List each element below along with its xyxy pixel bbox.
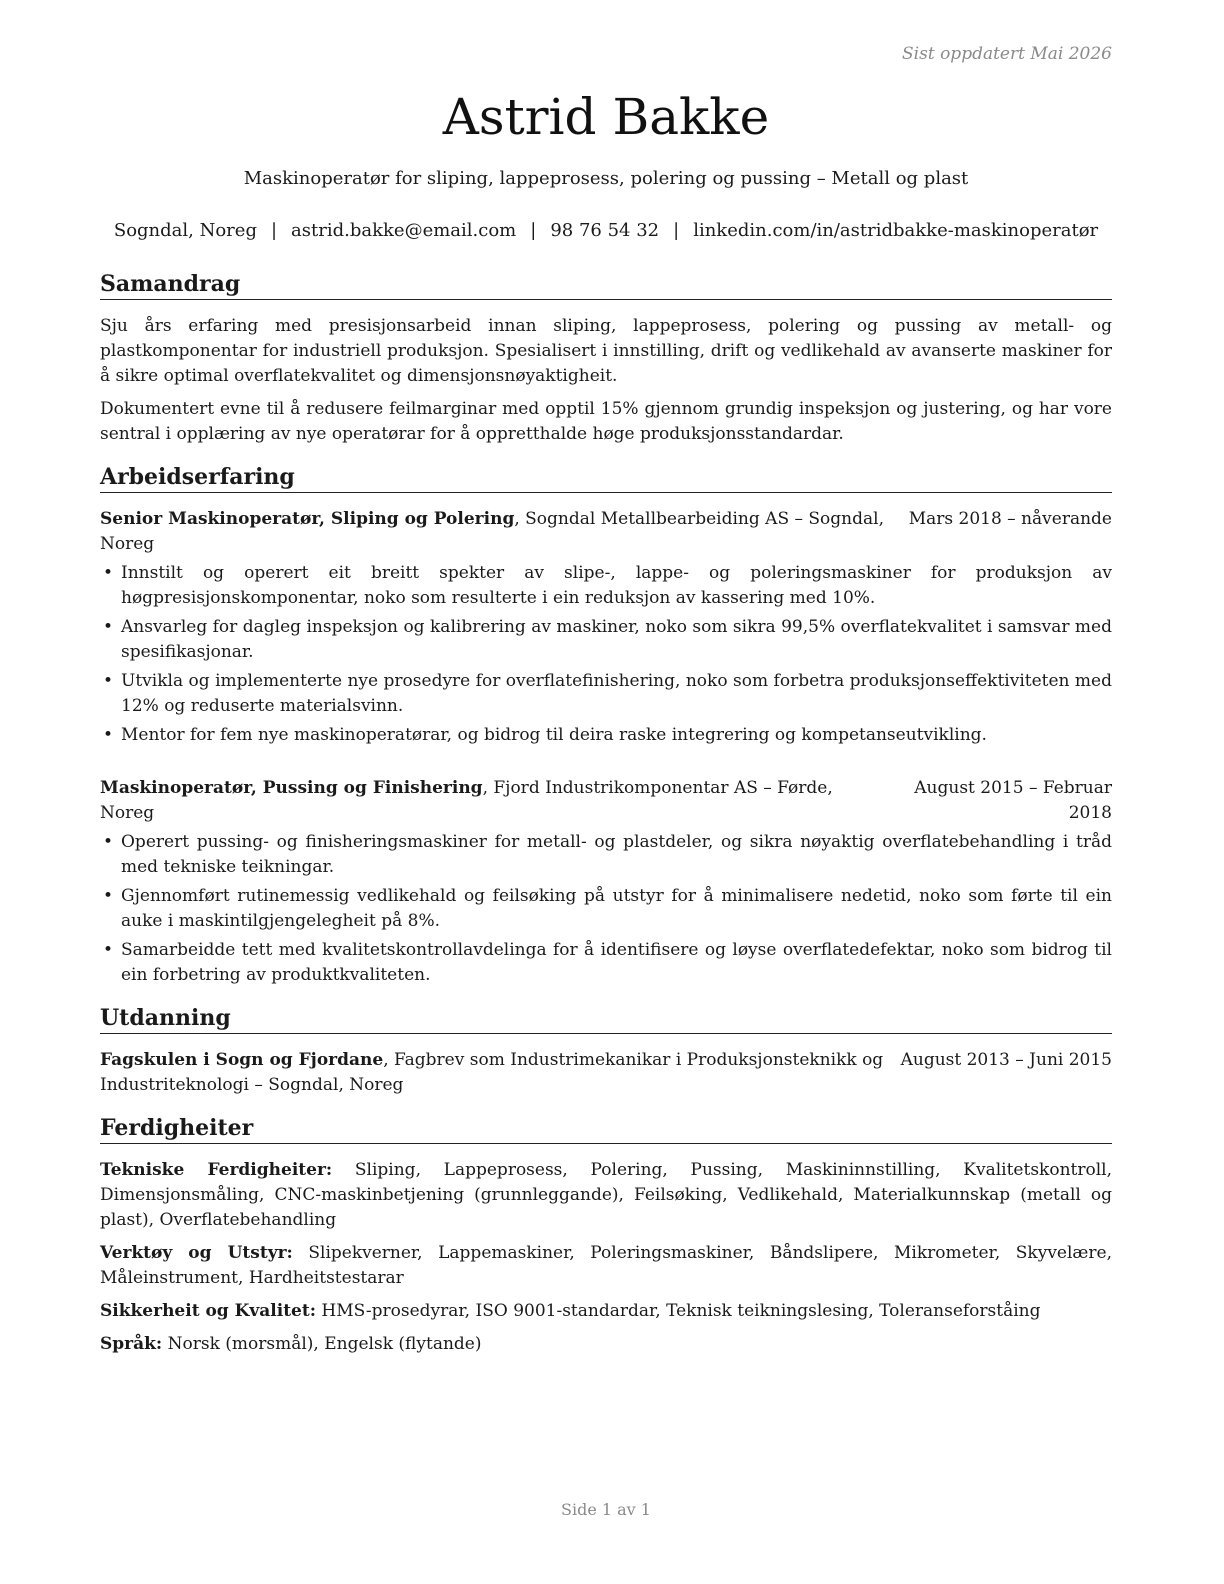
contact-separator: | — [270, 220, 278, 241]
section-heading-summary: Samandrag — [100, 270, 1112, 300]
skill-value: Sliping, Lappeprosess, Polering, Pussing, Maskininnstilling, Kvalitetskontroll, Dimensjonsmåling, CNC-maskinbetjening (grunnleggande), Feilsøking, Vedlikehald, Materialkunnskap (metall og plast), Overflatebehandling — [100, 1160, 1112, 1230]
candidate-name: Astrid Bakke — [442, 88, 770, 146]
contact-line — [80, 220, 1132, 241]
job-header — [100, 507, 1112, 557]
job-bullet: • Ansvarleg for dagleg inspeksjon og kalibrering av maskiner, noko som sikra 99,5% overflatekvalitet i samsvar med spesifikasjonar. — [100, 615, 1112, 665]
job-bullets — [100, 561, 1112, 748]
last-updated: Sist oppdatert Mai 2026 — [902, 44, 1112, 64]
section-heading-education: Utdanning — [100, 1004, 1112, 1034]
education-school: Fagskulen i Sogn og Fjordane — [100, 1050, 384, 1070]
tagline: Maskinoperatør for sliping, lappeprosess, polering og pussing – Metall og plast — [243, 168, 969, 189]
summary-paragraph: Sju års erfaring med presisjonsarbeid innan sliping, lappeprosess, polering og pussing av metall- og plastkomponentar for industriell produksjon. Spesialisert i innstilling, drift og vedlikehald av avanserte maskiner for å sikre optimal overflatekvalitet og dimensjonsnøyaktigheit. — [100, 316, 1112, 386]
contact-location: Sogndal, Noreg — [113, 220, 257, 241]
job-bullet: • Samarbeidde tett med kvalitetskontrollavdelinga for å identifisere og løyse overflatedefektar, noko som bidrog til ein forbetring av produktkvaliteten. — [100, 938, 1112, 988]
skill-row — [100, 1158, 1112, 1233]
skill-label: Tekniske Ferdigheiter: — [100, 1160, 333, 1180]
resume-page — [100, 0, 1112, 1584]
job-title: Maskinoperatør, Pussing og Finishering — [100, 778, 483, 798]
contact-email[interactable]: astrid.bakke@email.com — [291, 220, 517, 241]
job-employer: , Sogndal Metallbearbeiding AS – Sogndal, Noreg — [100, 509, 884, 554]
skill-label: Språk: — [100, 1334, 163, 1354]
skill-value: Norsk (morsmål), Engelsk (flytande) — [162, 1334, 482, 1354]
page-number: Side 1 av 1 — [561, 1500, 651, 1519]
skill-row — [100, 1241, 1112, 1291]
contact-linkedin[interactable]: linkedin.com/in/astridbakke-maskinoperatør — [693, 220, 1099, 241]
contact-phone: 98 76 54 32 — [550, 220, 660, 241]
job-dates: Mars 2018 – nåverande — [908, 509, 1112, 529]
skill-label: Sikkerheit og Kvalitet: — [100, 1301, 316, 1321]
job-bullet: • Innstilt og operert eit breitt spekter av slipe-, lappe- og poleringsmaskiner for produksjon av høgpresisjonskomponentar, noko som resulterte i ein reduksjon av kassering med 10%. — [100, 561, 1112, 611]
summary-paragraph: Dokumentert evne til å redusere feilmarginar med opptil 15% gjennom grundig inspeksjon og justering, og har vore sentral i opplæring av nye operatørar for å oppretthalde høge produksjonsstandardar. — [100, 399, 1112, 444]
job-header — [100, 776, 1112, 826]
job-bullet: • Mentor for fem nye maskinoperatørar, og bidrog til deira raske integrering og kompetanseutvikling. — [100, 723, 1112, 748]
skill-value: Slipekverner, Lappemaskiner, Poleringsmaskiner, Båndslipere, Mikrometer, Skyvelære, Måleinstrument, Hardheitstestarar — [100, 1243, 1112, 1288]
resume-content — [100, 270, 1112, 1357]
job-dates: August 2015 – Februar 2018 — [914, 778, 1112, 823]
job-bullet: • Utvikla og implementerte nye prosedyre for overflatefinishering, noko som forbetra produksjonseffektiviteten med 12% og reduserte materialsvinn. — [100, 669, 1112, 719]
education-degree: , Fagbrev som Industrimekanikar i Produksjonsteknikk og Industriteknologi – Sogndal, Noreg — [100, 1050, 884, 1095]
section-heading-experience: Arbeidserfaring — [100, 463, 1112, 493]
job-bullet: • Operert pussing- og finisheringsmaskiner for metall- og plastdeler, og sikra nøyaktig overflatebehandling i tråd med tekniske teikningar. — [100, 830, 1112, 880]
job-employer: , Fjord Industrikomponentar AS – Førde, Noreg — [100, 778, 833, 823]
skill-label: Verktøy og Utstyr: — [100, 1243, 293, 1263]
skill-row — [100, 1299, 1112, 1324]
contact-separator: | — [673, 220, 680, 241]
education-entry — [100, 1048, 1112, 1098]
job-bullets — [100, 830, 1112, 988]
job-title: Senior Maskinoperatør, Sliping og Polering — [100, 509, 515, 529]
skill-value: HMS-prosedyrar, ISO 9001-standardar, Teknisk teikningslesing, Toleranseforståing — [316, 1301, 1041, 1321]
skill-row — [100, 1332, 1112, 1357]
section-heading-skills: Ferdigheiter — [100, 1114, 1112, 1144]
contact-separator: | — [530, 220, 537, 241]
job-bullet: • Gjennomført rutinemessig vedlikehald og feilsøking på utstyr for å minimalisere nedetid, noko som førte til ein auke i maskintilgjengelegheit på 8%. — [100, 884, 1112, 934]
education-dates: August 2013 – Juni 2015 — [900, 1050, 1112, 1070]
